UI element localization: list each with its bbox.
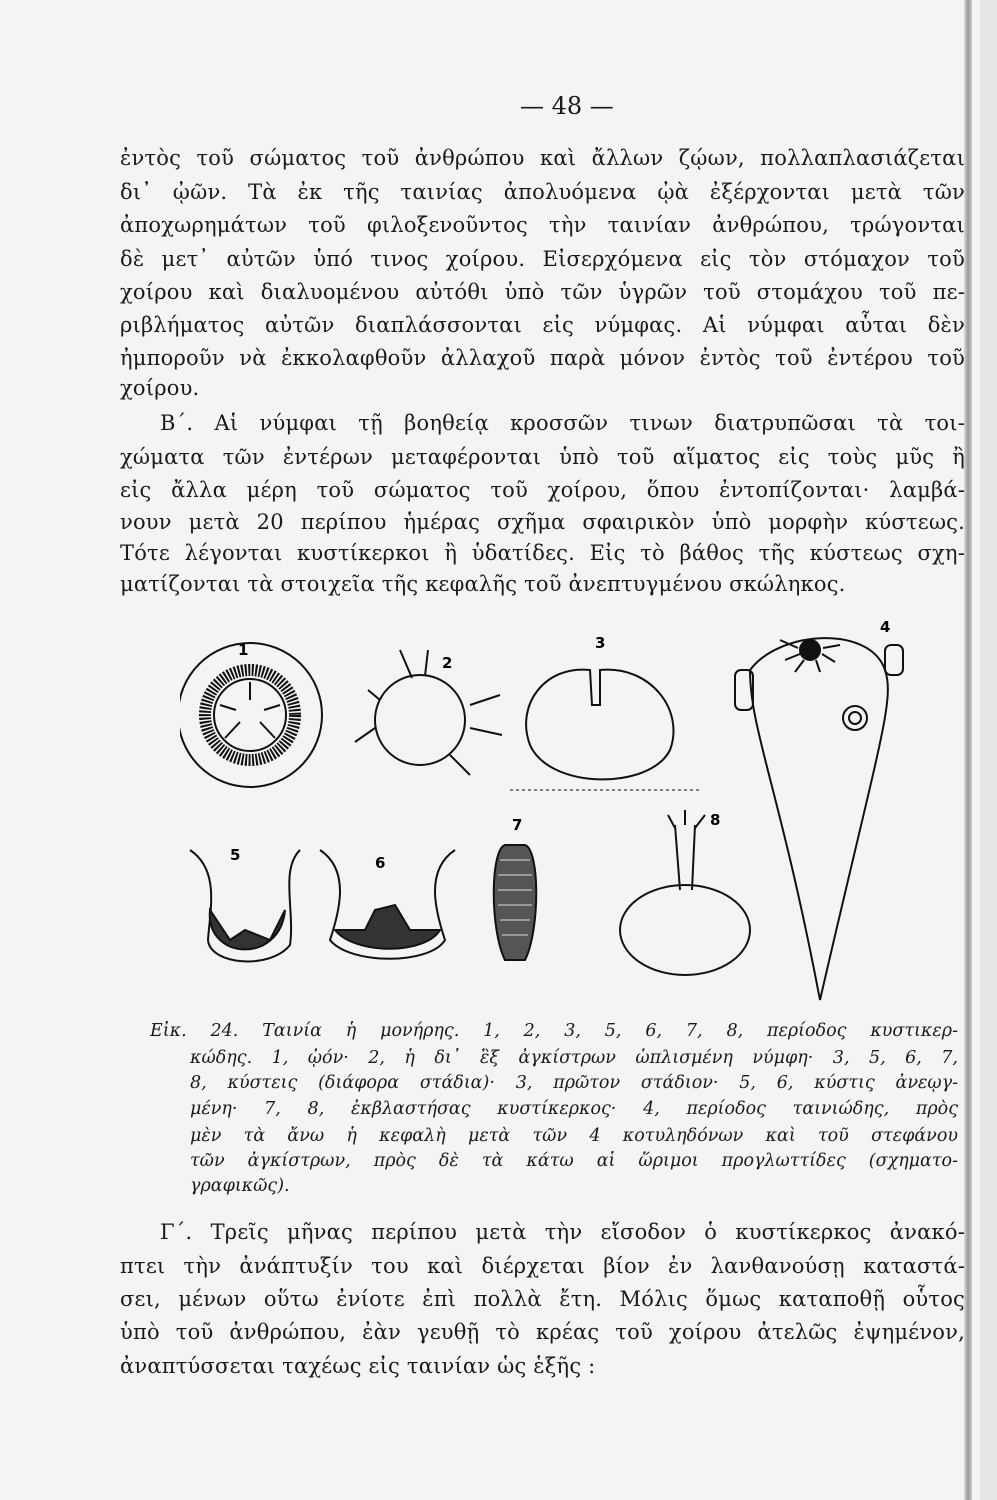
text-line: ριβλήματος αὐτῶν διαπλάσσονται εἰς νύμφας. Αἱ νύμφαι αὗται δὲν	[120, 313, 965, 337]
text-line: Γ΄. Τρεῖς μῆνας περίπου μετὰ τὴν εἴσοδον ὁ κυστίκερκος ἀνακό-	[160, 1220, 965, 1244]
text-line: Β΄. Αἱ νύμφαι τῇ βοηθείᾳ κροσσῶν τινων διατρυπῶσαι τὰ τοι-	[160, 411, 965, 435]
caption-line: μένη· 7, 8, ἐκβλαστήσας κυστίκερκος· 4, περίοδος ταινιώδης, πρὸς	[190, 1099, 958, 1119]
stage-1-egg	[180, 643, 322, 787]
caption-line: 8, κύστεις (διάφορα στάδια)· 3, πρῶτον στάδιον· 5, 6, κύστις ἀνεῳγ-	[190, 1073, 958, 1093]
stage-8-budded-cysticercus	[620, 810, 750, 975]
page-margin	[980, 0, 997, 1500]
page-number: — 48 —	[520, 92, 614, 120]
text-line: δι᾽ ᾠῶν. Τὰ ἐκ τῆς ταινίας ἀπολυόμενα ᾠὰ ἐξέρχονται μετὰ τῶν	[120, 180, 965, 204]
caption-line: μὲν τὰ ἄνω ἡ κεφαλὴ μετὰ τῶν 4 κοτυληδόνων καὶ τοῦ στεφάνου	[190, 1126, 958, 1146]
text-line: χώματα τῶν ἐντέρων μεταφέρονται ὑπὸ τοῦ αἵματος εἰς τοὺς μῦς ἢ	[120, 445, 965, 469]
text-line: εἰς ἄλλα μέρη τοῦ σώματος τοῦ χοίρου, ὅπου ἐντοπίζονται· λαμβά-	[120, 478, 965, 502]
figure-label-1: 1	[238, 641, 249, 659]
stage-6-open-cyst	[320, 850, 455, 959]
text-line: ἐντὸς τοῦ σώματος τοῦ ἀνθρώπου καὶ ἄλλων ζῴων, πολλαπλασιάζεται	[120, 146, 965, 170]
text-line: πτει τὴν ἀνάπτυξίν του καὶ διέρχεται βίον ἐν λανθανούσῃ καταστά-	[120, 1254, 965, 1278]
text-line: ἀποχωρημάτων τοῦ φιλοξενοῦντος τὴν ταινίαν ἀνθρώπου, τρώγονται	[120, 213, 965, 237]
stage-7-everted-cysticercus	[494, 845, 537, 960]
figure-label-3: 3	[595, 634, 606, 652]
text-line: Τότε λέγονται κυστίκερκοι ἢ ὑδατίδες. Εἰς τὸ βάθος τῆς κύστεως σχη-	[120, 541, 965, 565]
text-line: νουν μετὰ 20 περίπου ἡμέρας σχῆμα σφαιρικὸν ὑπὸ μορφὴν κύστεως.	[120, 510, 965, 534]
figure-label-8: 8	[710, 811, 721, 829]
stage-5-open-cyst	[190, 850, 300, 961]
figure-tapeworm-stages	[180, 610, 920, 1010]
caption-line: τῶν ἀγκίστρων, πρὸς δὲ τὰ κάτω αἱ ὥριμοι προγλωττίδες (σχηματο-	[190, 1151, 958, 1171]
text-line: ματίζονται τὰ στοιχεῖα τῆς κεφαλῆς τοῦ ἀνεπτυγμένου σκώληκος.	[120, 572, 846, 596]
stage-3-cyst	[510, 670, 700, 790]
text-line: χοίρου καὶ διαλυομένου αὐτόθι ὑπὸ τῶν ὑγρῶν τοῦ στομάχου τοῦ πε-	[120, 280, 965, 304]
text-line: χοίρου.	[120, 376, 200, 400]
caption-line: Εἰκ. 24. Ταινία ἡ μονήρης. 1, 2, 3, 5, 6, 7, 8, περίοδος κυστικερ-	[150, 1021, 958, 1041]
stage-2-hooked-embryo	[355, 650, 502, 775]
figure-label-4: 4	[880, 618, 891, 636]
text-line: σει, μένων οὕτω ἐνίοτε ἐπὶ πολλὰ ἔτη. Μόλις ὅμως καταποθῇ οὗτος	[120, 1287, 965, 1311]
text-line: δὲ μετ᾽ αὐτῶν ὑπό τινος χοίρου. Εἰσερχόμενα εἰς τὸν στόμαχον τοῦ	[120, 247, 965, 271]
stage-4-tapeworm-head	[735, 638, 903, 1000]
text-line: ἠμποροῦν νὰ ἐκκολαφθοῦν ἀλλαχοῦ παρὰ μόνον ἐντὸς τοῦ ἐντέρου τοῦ	[120, 346, 965, 370]
figure-label-7: 7	[512, 816, 523, 834]
page-binding-shadow	[964, 0, 972, 1500]
caption-line: κώδης. 1, ᾠόν· 2, ἡ δι᾽ ἓξ ἀγκίστρων ὡπλισμένη νύμφη· 3, 5, 6, 7,	[190, 1048, 958, 1068]
caption-line: γραφικῶς).	[190, 1176, 290, 1196]
figure-label-5: 5	[230, 846, 241, 864]
text-line: ὑπὸ τοῦ ἀνθρώπου, ἐὰν γευθῇ τὸ κρέας τοῦ χοίρου ἀτελῶς ἐψημένον,	[120, 1320, 965, 1344]
text-line: ἀναπτύσσεται ταχέως εἰς ταινίαν ὡς ἑξῆς :	[120, 1354, 596, 1378]
figure-label-2: 2	[442, 654, 453, 672]
figure-label-6: 6	[375, 854, 386, 872]
